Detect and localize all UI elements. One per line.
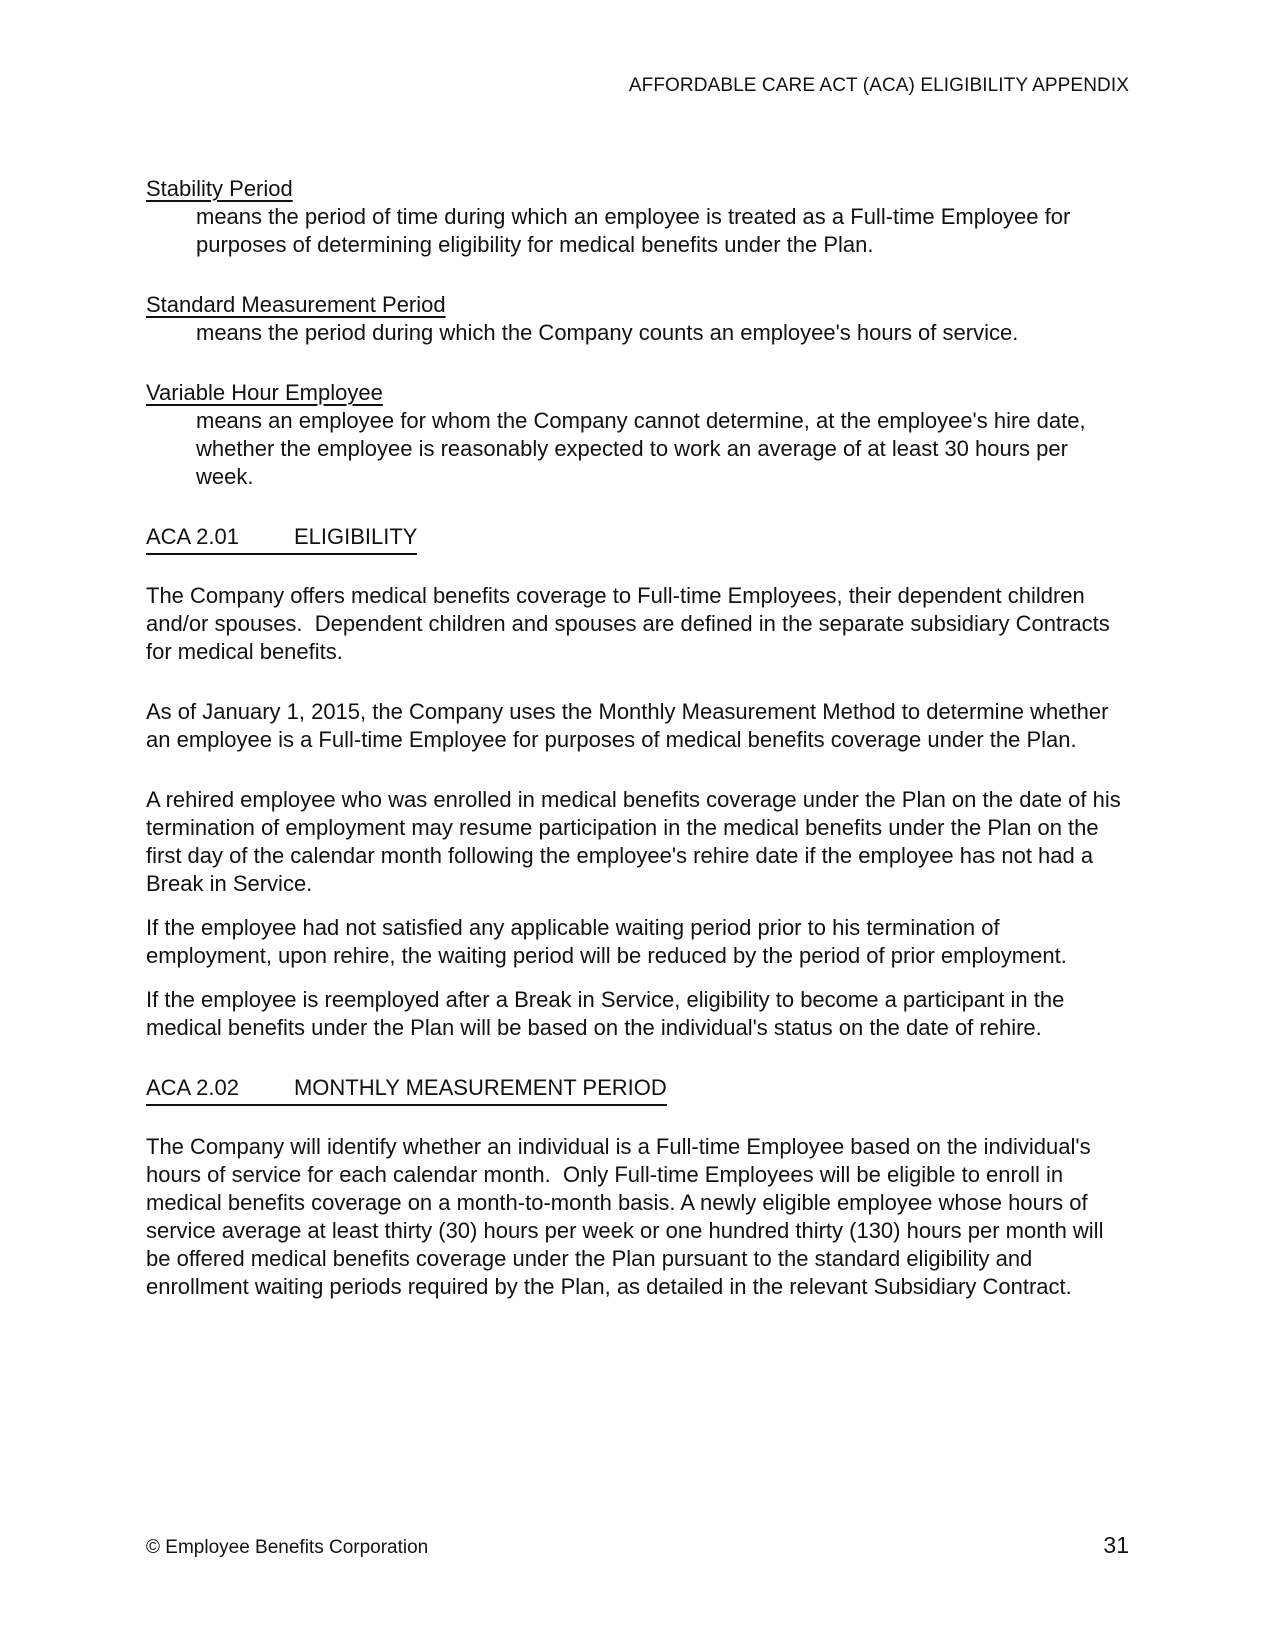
definition-text: means an employee for whom the Company cannot determine, at the employee's hire date, whether the employee is reasonably expected to work an average of at least 30 hours per week. [196, 408, 1092, 489]
paragraph: A rehired employee who was enrolled in medical benefits coverage under the Plan on the date of his termination of employment may resume participation in the medical benefits under the Plan on the first day of the calendar month following the employee's rehire date if the employee has not had a Break in Service. [146, 787, 1127, 896]
paragraph: If the employee had not satisfied any applicable waiting period prior to his termination of employment, upon rehire, the waiting period will be reduced by the period of prior employment. [146, 915, 1067, 968]
document-body [146, 175, 1129, 1301]
definition-text: means the period of time during which an employee is treated as a Full-time Employee for purposes of determining eligibility for medical benefits under the Plan. [196, 204, 1077, 257]
definition-stability-period [146, 175, 1129, 259]
section-title: ELIGIBILITY [293, 524, 418, 549]
section-aca-2-01 [146, 523, 1129, 1042]
section-number: ACA 2.01 [146, 524, 239, 549]
section-heading-text [146, 523, 417, 555]
definition-term: Standard Measurement Period [146, 292, 446, 317]
definition-term: Stability Period [146, 176, 293, 201]
footer-page-number: 31 [1103, 1532, 1129, 1558]
section-heading [146, 523, 1129, 555]
paragraph: If the employee is reemployed after a Break in Service, eligibility to become a participant in the medical benefits under the Plan will be based on the individual's status on the date of rehire. [146, 987, 1071, 1040]
footer-copyright: © Employee Benefits Corporation [146, 1537, 429, 1558]
section-title: MONTHLY MEASUREMENT PERIOD [293, 1075, 667, 1100]
definition-text: means the period during which the Company counts an employee's hours of service. [196, 320, 1019, 345]
definition-term: Variable Hour Employee [146, 380, 383, 405]
document-footer [146, 1532, 1129, 1560]
paragraph: The Company will identify whether an individual is a Full-time Employee based on the individual's hours of service for each calendar month. Only Full-time Employees will be eligible to enroll in medical benefits coverage on a month-to-month basis. A newly eligible employee whose hours of service average at least thirty (30) hours per week or one hundred thirty (130) hours per month will be offered medical benefits coverage under the Plan pursuant to the standard eligibility and enrollment waiting periods required by the Plan, as detailed in the relevant Subsidiary Contract. [146, 1134, 1110, 1299]
section-aca-2-02 [146, 1074, 1129, 1301]
document-header-title: AFFORDABLE CARE ACT (ACA) ELIGIBILITY APPENDIX [628, 75, 1129, 96]
paragraph: The Company offers medical benefits coverage to Full-time Employees, their dependent children and/or spouses. Dependent children and spouses are defined in the separate subsidiary Contracts for medical benefits. [146, 583, 1116, 664]
definition-variable-hour-employee [146, 379, 1129, 491]
paragraph: As of January 1, 2015, the Company uses the Monthly Measurement Method to determine whether an employee is a Full-time Employee for purposes of medical benefits coverage under the Plan. [146, 699, 1115, 752]
section-heading-text [146, 1074, 667, 1106]
definition-standard-measurement-period [146, 291, 1129, 347]
section-number: ACA 2.02 [146, 1075, 239, 1100]
section-heading [146, 1074, 1129, 1106]
